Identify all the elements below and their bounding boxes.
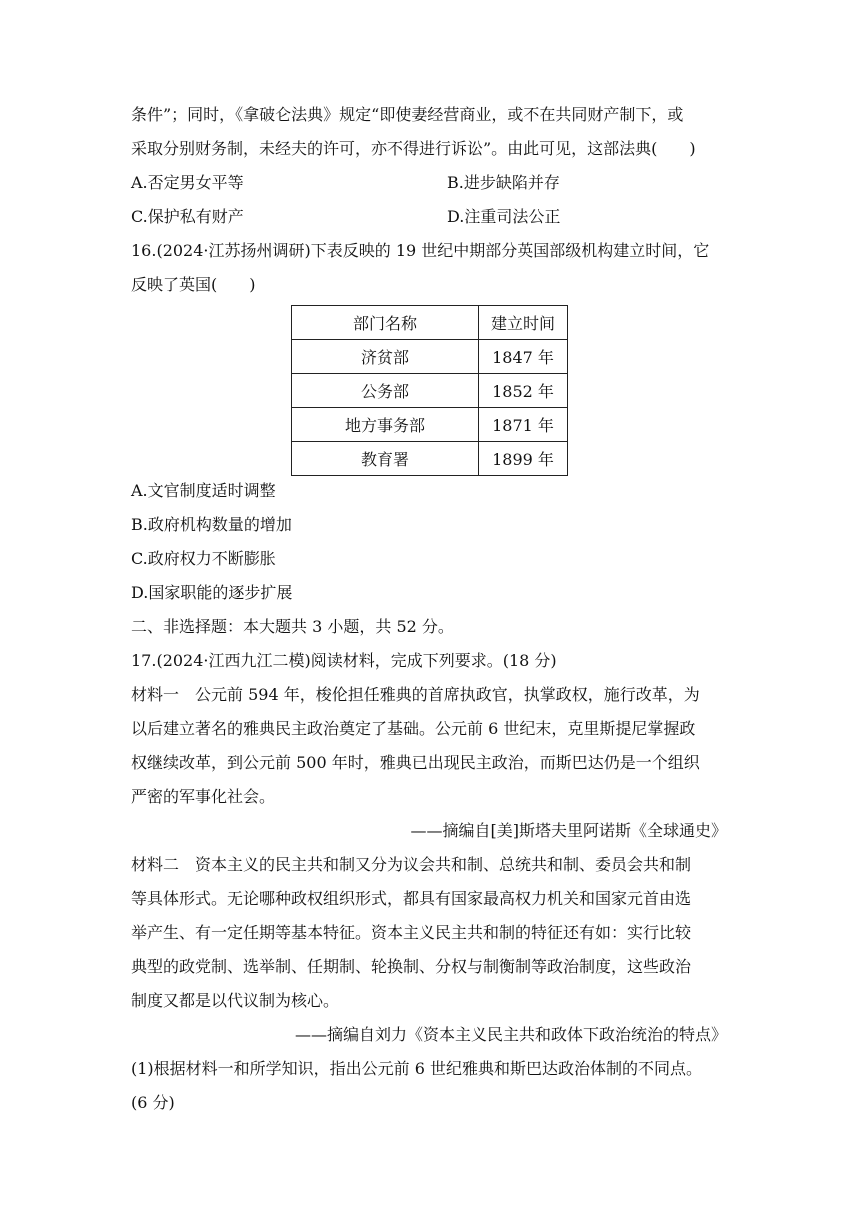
- q15-option-a: A.否定男女平等: [131, 173, 244, 192]
- material-2-line: 制度又都是以代议制为核心。: [131, 991, 340, 1010]
- q16-option-b: B.政府机构数量的增加: [131, 515, 292, 534]
- material-2-line: 材料二 资本主义的民主共和制又分为议会共和制、总统共和制、委员会共和制: [131, 855, 692, 874]
- table-cell: 公务部: [292, 374, 479, 408]
- section-heading: 二、非选择题：本大题共 3 小题，共 52 分。: [131, 617, 454, 636]
- table-cell: 地方事务部: [292, 408, 479, 442]
- material-1-line: 权继续改革，到公元前 500 年时，雅典已出现民主政治，而斯巴达仍是一个组织: [131, 753, 700, 772]
- table-row: [292, 442, 568, 476]
- material-1-line: 材料一 公元前 594 年，梭伦担任雅典的首席执政官，执掌政权，施行改革，为: [131, 685, 700, 704]
- q15-text-line-2: 采取分别财务制，未经夫的许可，亦不得进行诉讼”。由此可见，这部法典( ): [131, 139, 696, 158]
- material-2-line: 等具体形式。无论哪种政权组织形式，都具有国家最高权力机关和国家元首由选: [131, 889, 692, 908]
- q15-option-b: B.进步缺陷并存: [447, 173, 560, 192]
- table-cell: 1847 年: [479, 340, 568, 374]
- q17-subquestion-1-line-2: (6 分): [131, 1093, 175, 1112]
- q16-option-d: D.国家职能的逐步扩展: [131, 583, 293, 602]
- material-2-line: 举产生、有一定任期等基本特征。资本主义民主共和制的特征还有如：实行比较: [131, 923, 692, 942]
- q17-subquestion-1-line-1: (1)根据材料一和所学知识，指出公元前 6 世纪雅典和斯巴达政治体制的不同点。: [131, 1059, 703, 1078]
- material-2-line: 典型的政党制、选举制、任期制、轮换制、分权与制衡制等政治制度，这些政治: [131, 957, 692, 976]
- table-header-year: 建立时间: [479, 306, 568, 340]
- material-2-source: ——摘编自刘力《资本主义民主共和政体下政治统治的特点》: [294, 1025, 727, 1044]
- material-1-source: ——摘编自[美]斯塔夫里阿诺斯《全球通史》: [410, 821, 727, 840]
- table-header-dept: 部门名称: [292, 306, 479, 340]
- ministry-table: [291, 305, 568, 476]
- material-1-line: 以后建立著名的雅典民主政治奠定了基础。公元前 6 世纪末，克里斯提尼掌握政: [131, 719, 696, 738]
- table-header-row: [292, 306, 568, 340]
- q16-stem-line-2: 反映了英国( ): [131, 275, 256, 294]
- table-cell: 济贫部: [292, 340, 479, 374]
- table-row: [292, 408, 568, 442]
- q15-option-d: D.注重司法公正: [447, 207, 561, 226]
- table-cell: 1871 年: [479, 408, 568, 442]
- q15-option-c: C.保护私有财产: [131, 207, 244, 226]
- q16-option-c: C.政府权力不断膨胀: [131, 549, 276, 568]
- q16-option-a: A.文官制度适时调整: [131, 481, 276, 500]
- table-cell: 1899 年: [479, 442, 568, 476]
- q16-stem-line-1: 16.(2024·江苏扬州调研)下表反映的 19 世纪中期部分英国部级机构建立时间，它: [131, 241, 710, 260]
- table-cell: 教育署: [292, 442, 479, 476]
- table-row: [292, 374, 568, 408]
- table-cell: 1852 年: [479, 374, 568, 408]
- table-row: [292, 340, 568, 374]
- q17-title: 17.(2024·江西九江二模)阅读材料，完成下列要求。(18 分): [131, 651, 557, 670]
- material-1-line: 严密的军事化社会。: [131, 787, 276, 806]
- q15-text-line-1: 条件”；同时，《拿破仑法典》规定“即使妻经营商业，或不在共同财产制下，或: [131, 105, 684, 124]
